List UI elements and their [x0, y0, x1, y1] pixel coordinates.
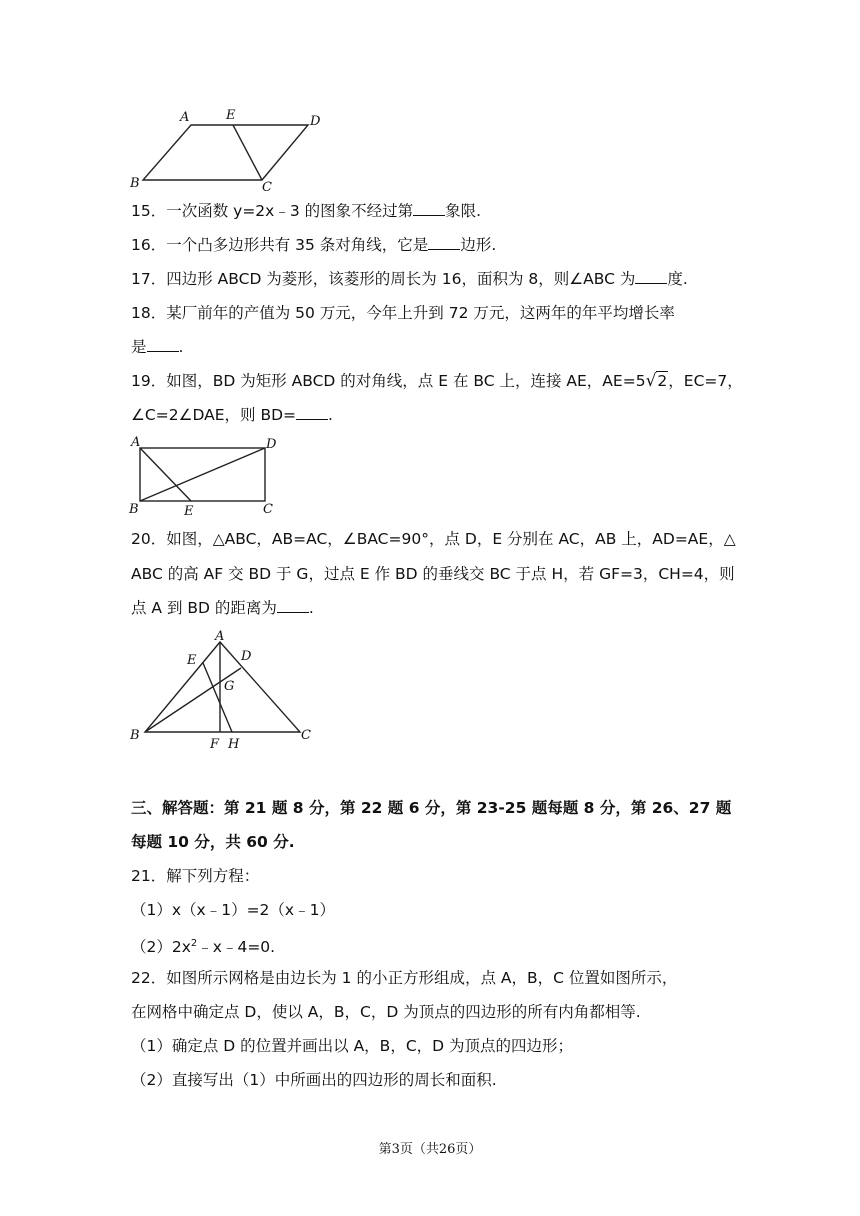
parallelogram-figure	[125, 102, 340, 194]
question-17: 17．四边形 ABCD 为菱形，该菱形的周长为 16，面积为 8，则∠ABC 为 度.	[131, 270, 688, 288]
label-B: B	[130, 176, 140, 191]
question-15: 15．一次函数 y=2x﹣3 的图象不经过第 象限.	[131, 202, 482, 220]
question-20-line1: 20．如图，△ABC，AB=AC，∠BAC=90°，点 D，E 分别在 AC，AB 上，AD=AE，△	[131, 530, 736, 548]
label-E: E	[226, 108, 236, 123]
label-C: C	[262, 180, 272, 194]
label-C: C	[301, 728, 311, 743]
label-D: D	[241, 649, 252, 664]
section-3-heading-line2: 每题 10 分，共 60 分.	[131, 833, 295, 851]
question-21-part1: （1）x（x﹣1）=2（x﹣1）	[131, 901, 335, 919]
label-F: F	[210, 737, 220, 752]
label-E: E	[187, 653, 197, 668]
question-16: 16．一个凸多边形共有 35 条对角线，它是 边形.	[131, 236, 497, 254]
question-19-line2: ∠C=2∠DAE，则 BD= .	[131, 406, 333, 424]
label-G: G	[224, 679, 235, 694]
question-20-line2: ABC 的高 AF 交 BD 于 G，过点 E 作 BD 的垂线交 BC 于点 H，若 GF=3，CH=4，则	[131, 565, 735, 583]
answer-blank	[296, 405, 328, 420]
answer-blank	[428, 235, 460, 250]
answer-blank	[277, 598, 309, 613]
label-B: B	[129, 502, 139, 517]
label-A: A	[180, 110, 190, 125]
section-3-heading-line1: 三、解答题：第 21 题 8 分，第 22 题 6 分，第 23-25 题每题 8 分，第 26、27 题	[131, 799, 732, 817]
label-A: A	[131, 435, 141, 450]
label-E: E	[184, 504, 194, 518]
label-A: A	[215, 629, 225, 644]
question-20-line3: 点 A 到 BD 的距离为 .	[131, 599, 314, 617]
label-D: D	[310, 114, 321, 129]
label-B: B	[130, 728, 140, 743]
question-21-title: 21．解下列方程：	[131, 867, 260, 885]
sqrt-expression: √2	[645, 371, 668, 391]
label-C: C	[263, 502, 273, 517]
question-18-line2: 是 .	[131, 338, 184, 356]
answer-blank	[413, 201, 445, 216]
question-21-part2: $(2)2x^2﹣x﹣4=0$.	[131, 938, 276, 957]
question-22-line1: 22．如图所示网格是由边长为 1 的小正方形组成，点 A，B，C 位置如图所示，	[131, 969, 678, 987]
question-22-part2: （2）直接写出（1）中所画出的四边形的周长和面积.	[131, 1071, 497, 1089]
label-H: H	[228, 737, 240, 752]
question-22-line2: 在网格中确定点 D，使以 A，B，C，D 为顶点的四边形的所有内角都相等.	[131, 1003, 641, 1021]
answer-blank	[147, 337, 179, 352]
page-footer: 第3页（共26页）	[378, 1142, 482, 1157]
question-22-part1: （1）确定点 D 的位置并画出以 A，B，C，D 为顶点的四边形；	[131, 1037, 574, 1055]
rectangle-figure	[125, 432, 285, 518]
question-18-line1: 18．某厂前年的产值为 50 万元，今年上升到 72 万元，这两年的年平均增长率	[131, 304, 675, 322]
label-D: D	[266, 437, 277, 452]
triangle-figure	[125, 626, 320, 754]
answer-blank	[635, 269, 667, 284]
question-19-line1: 19．如图，BD 为矩形 ABCD 的对角线，点 E 在 BC 上，连接 AE，AE=5√2，EC=7，	[131, 371, 743, 391]
